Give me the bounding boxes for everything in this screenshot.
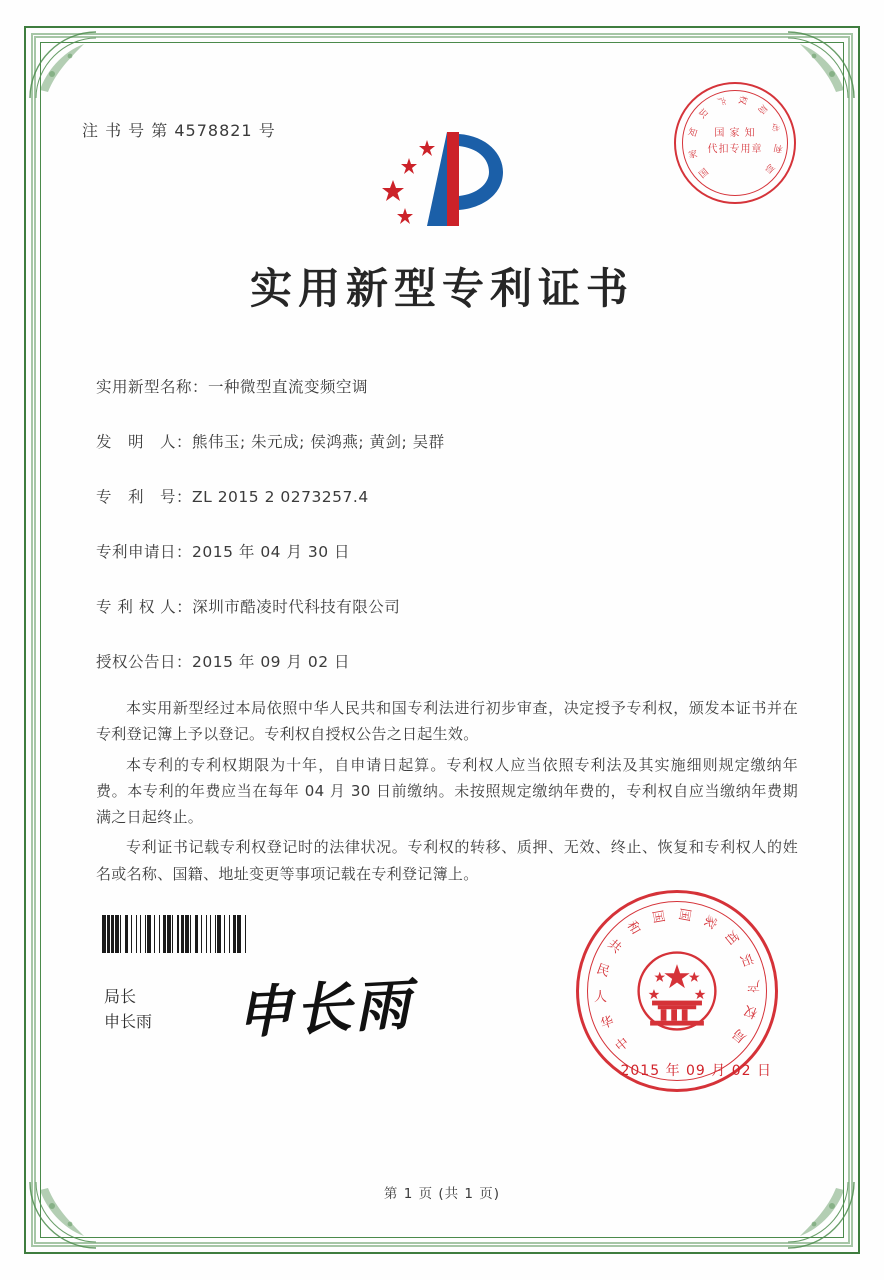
seal-char: 识 [695,107,709,121]
legal-text [96,695,798,891]
signature-role: 局长 [104,987,137,1006]
signature-block [104,985,152,1035]
seal-line-2: 代扣专用章 [707,144,763,155]
seal-char: 权 [742,1001,760,1021]
seal-char: 专 [769,119,782,133]
field-value: 2015 年 09 月 02 日 [192,653,351,671]
seal-char: 国 [675,906,693,923]
seal-char: 共 [604,936,625,957]
field-value: ZL 2015 2 0273257.4 [192,488,369,506]
field-value: 熊伟玉; 朱元成; 侯鸿燕; 黄剑; 吴群 [192,433,445,451]
seal-char: 知 [721,926,742,947]
seal-char: 家 [699,912,720,931]
field-row [96,375,804,397]
field-value: 一种微型直流变频空调 [208,378,369,396]
seal-char: 中 [612,1035,633,1056]
seal-char: 和 [623,918,643,938]
paragraph: 本专利的专利权期限为十年，自申请日起算。专利权人应当依照专利法及其实施细则规定缴纳年费。本专利的年费应当在每年 04 月 30 日前缴纳。未按照规定缴纳年费的，专利权自应当缴纳年费期满之日起终止。 [96,755,798,826]
field-row [96,650,804,672]
field-label: 专 利 号： [96,488,193,506]
seal-char: 产 [714,96,727,108]
field-row [96,595,804,617]
seal-char: 国 [697,167,711,181]
seal-char: 局 [764,161,778,175]
field-label: 专利申请日： [96,543,193,561]
field-value: 深圳市酷凌时代科技有限公司 [192,598,401,616]
barcode [102,915,372,953]
seal-char: 人 [594,990,608,1005]
field-label: 实用新型名称： [96,378,209,396]
field-list [96,375,804,705]
seal-char: 民 [594,961,612,981]
field-label: 授权公告日： [96,653,193,671]
seal-char: 华 [598,1013,617,1033]
seal-char: 家 [687,149,699,162]
signature-name: 申长雨 [104,1011,153,1031]
seal-char: 局 [729,1025,750,1046]
page-title: 实用新型专利证书 [249,264,634,313]
seal-date: 2015 年 09 月 02 日 [620,1063,772,1079]
seal-char: 知 [686,127,699,140]
field-row [96,485,804,507]
paragraph: 专利证书记载专利权登记时的法律状况。专利权的转移、质押、无效、终止、恢复和专利权人的姓名或名称、国籍、地址变更等事项记载在专利登记簿上。 [96,838,798,883]
field-row [96,540,804,562]
field-row [96,430,804,452]
field-label: 专 利 权 人： [96,598,193,616]
registration-number: 注 书 号 第 4578821 号 [82,121,276,140]
seal-line-1: 国 家 知 [714,128,756,139]
paragraph: 本实用新型经过本局依照中华人民共和国专利法进行初步审查，决定授予专利权，颁发本证书并在专利登记簿上予以登记。专利权自授权公告之日起生效。 [96,699,798,744]
department-seal [674,82,796,204]
seal-char: 产 [746,977,760,992]
page-footer: 第 1 页 (共 1 页) [383,1186,501,1202]
seal-char: 权 [736,94,748,106]
certificate-content [60,60,824,1220]
field-label: 发 明 人： [96,433,193,451]
barcode-bar [245,915,246,953]
seal-char: 利 [773,141,784,154]
field-value: 2015 年 04 月 30 日 [192,543,351,561]
seal-char: 识 [737,949,756,969]
national-emblem-icon [629,943,725,1039]
cnipa-logo-icon [375,122,515,242]
handwritten-signature: 申长雨 [234,971,415,1047]
seal-char: 局 [755,101,769,116]
seal-char: 国 [648,909,666,925]
